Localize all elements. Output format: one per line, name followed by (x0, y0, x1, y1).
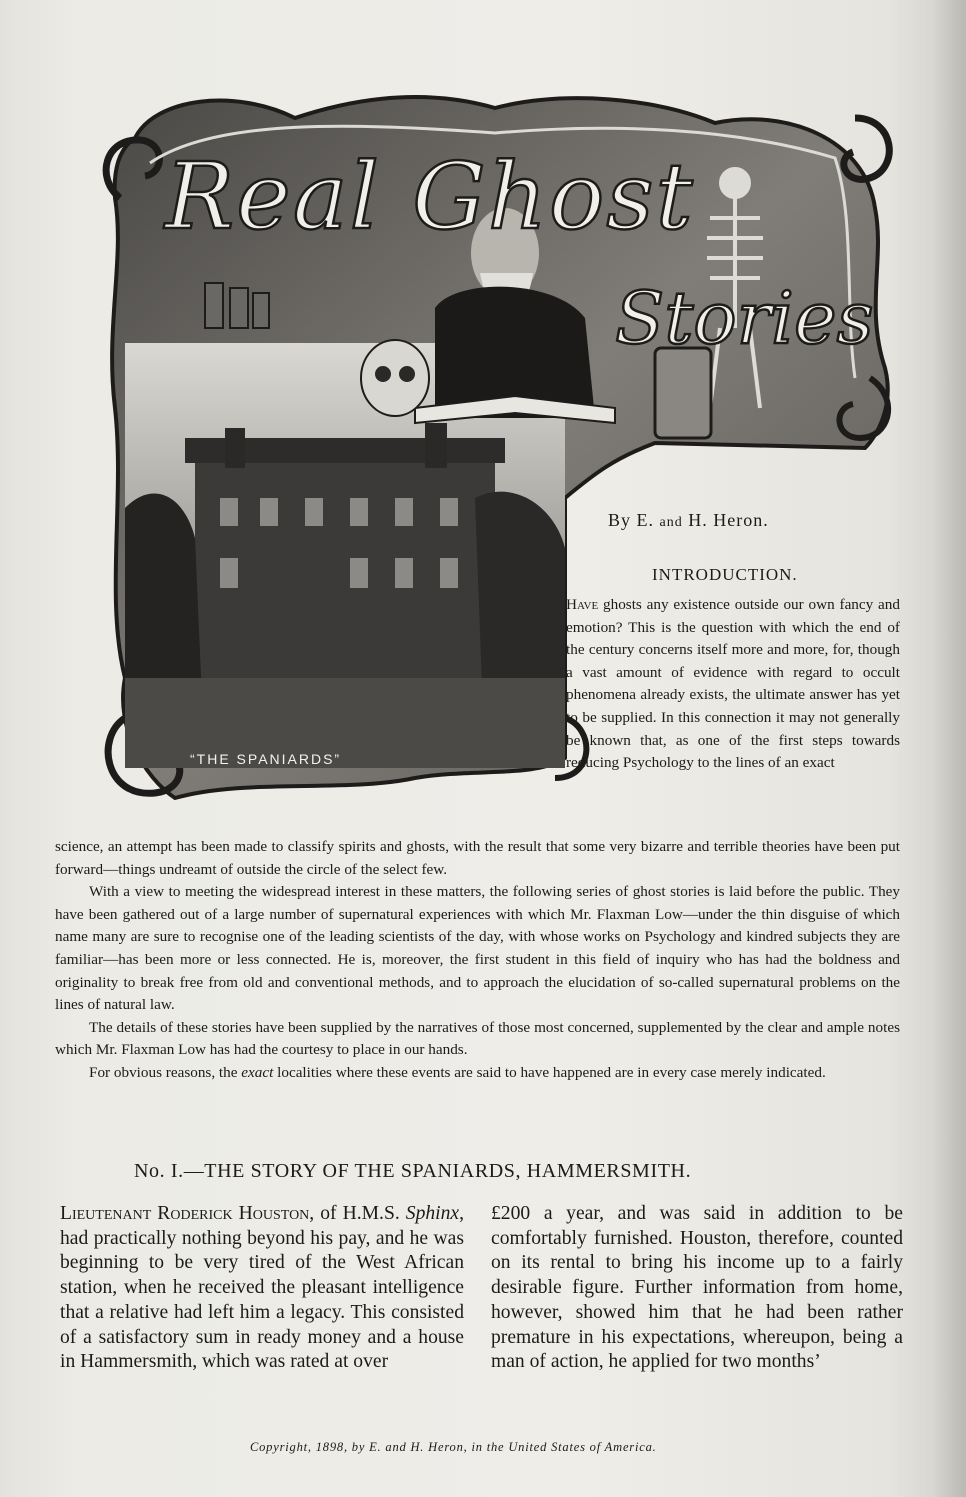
intro-paragraph-4: For obvious reasons, the exact localities where these events are said to have happened are in every case merely indicated. (89, 1063, 826, 1081)
title-real-ghost: Real Ghost (165, 143, 695, 250)
intro-paragraph-2: With a view to meeting the widespread interest in these matters, the following series of ghost stories is laid before the public. They have been gathered out of a large number of supernatural experiences with which Mr. Flaxman Low—under the thin disguise of which name many are sure to recognise one of the leading scientists of the day, with whose works on Psychology and kindred subjects they are familiar—has been more or less connected. He is, moreover, the first student in this field of inquiry who has had the boldness and originality to break free from old and conventional methods, and to approach the elucidation of so-called supernatural problems on the lines of natural law. (55, 883, 900, 1014)
intro-paragraph-start: ghosts any existence outside our own fancy and emotion? This is the question with which the end of the century concerns itself more and more, for, though a vast amount of evidence with regard to occult phenomena already exists, the ultimate answer has yet to be supplied. In this connection it may not generally be known that, as one of the first steps towards reducing Psychology to the lines of an exact (566, 596, 900, 772)
illustration-caption: “THE SPANIARDS” (190, 751, 342, 767)
byline-and: and (659, 515, 683, 530)
intro-first-word: Have (566, 596, 599, 613)
specimen-jar (655, 348, 711, 438)
story-title: No. I.—THE STORY OF THE SPANIARDS, HAMMERSMITH. (134, 1160, 692, 1182)
skull (361, 340, 429, 416)
story-right-column: £200 a year, and was said in addition to be comfortably furnished. Houston, therefore, counted on its rental to bring his income up to a fairly desirable figure. Further information from home, however, showed him that he had been rather premature in his expectations, whereupon, being a man of action, he applied for two months’ (491, 1203, 903, 1373)
intro-wide-text (55, 836, 900, 1085)
intro-narrow-column (566, 594, 900, 775)
copyright-footer: Copyright, 1898, by E. and H. Heron, in the United States of America. (250, 1440, 657, 1454)
byline (608, 510, 769, 531)
byline-author-e: E. (636, 510, 655, 530)
byline-prefix: By (608, 510, 632, 530)
story-left-column: Lieutenant Roderick Houston, of H.M.S. Sphinx, had practically nothing beyond his pay, and he was beginning to be very tired of the West African station, when he received the pleasant intelligence that a relative had left him a legacy. This consisted of a satisfactory sum in ready money and a house in Hammersmith, which was rated at over (60, 1203, 464, 1373)
intro-paragraph-3: The details of these stories have been supplied by the narratives of those most concerned, supplemented by the clear and ample notes which Mr. Flaxman Low has had the courtesy to place in our hands. (55, 1018, 900, 1059)
intro-paragraph-1-cont: science, an attempt has been made to classify spirits and ghosts, with the result that some very bizarre and terrible theories have been put forward—things undreamt of outside the circle of the select few. (55, 838, 900, 878)
title-stories: Stories (615, 276, 874, 360)
introduction-heading: INTRODUCTION. (652, 565, 798, 584)
page-edge-shadow (932, 0, 966, 1497)
byline-author-h: H. Heron. (688, 510, 769, 530)
character-name: Lieutenant Roderick Houston, (60, 1203, 315, 1224)
ship-name: Sphinx (405, 1203, 460, 1224)
